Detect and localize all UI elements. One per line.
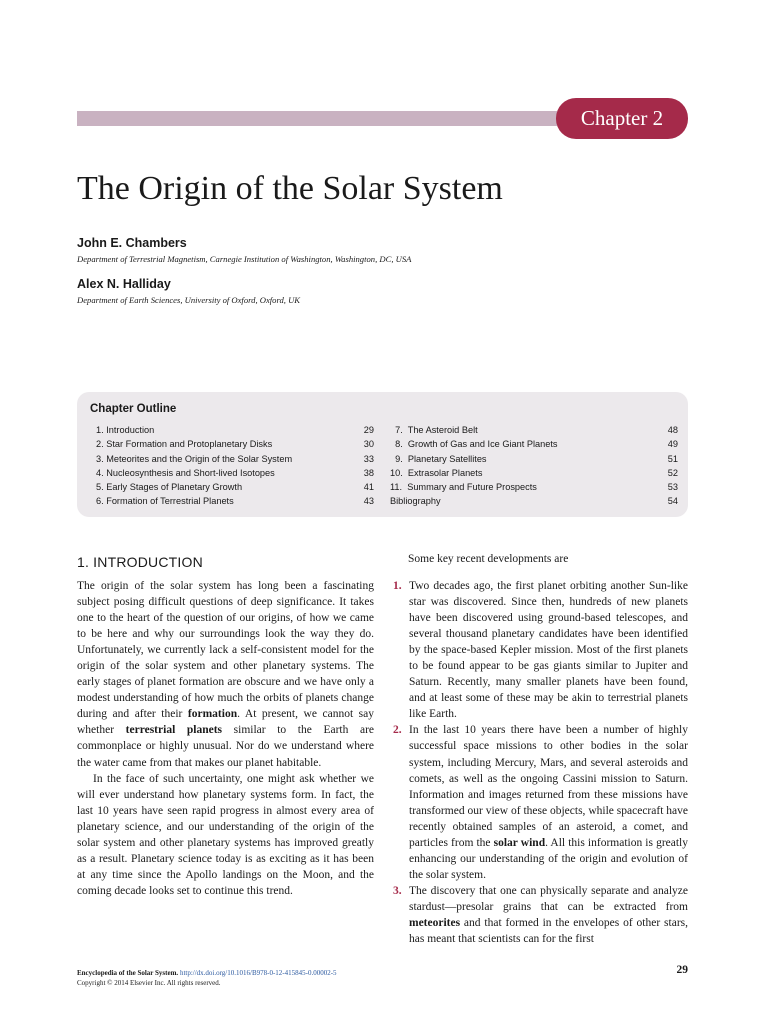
outline-item[interactable] xyxy=(390,423,678,437)
left-column xyxy=(77,578,374,899)
outline-item[interactable] xyxy=(390,452,678,466)
outline-item-label: 5. Early Stages of Planetary Growth xyxy=(96,482,243,493)
text-run: . At present, we cannot say whether xyxy=(77,708,375,737)
outline-item-page: 33 xyxy=(363,453,374,464)
outline-item-page: 52 xyxy=(667,467,678,478)
developments-intro: Some key recent developments are xyxy=(408,553,569,565)
outline-item-label: 10. Extrasolar Planets xyxy=(390,467,483,478)
list-item xyxy=(393,883,688,947)
list-item xyxy=(393,578,688,722)
paragraph: In the face of such uncertainty, one might ask whether we will ever understand how planetary systems form. In fact, the last 10 years have seen rapid progress in almost every area of planetary science, and our understanding of the origin of the solar system and other planetary systems has improved greatly as a result. Planetary science today is as exciting as it has been at any time since the Apollo landings on the Moon, and the coming decade looks set to continue this trend. xyxy=(77,772,374,897)
outline-item[interactable] xyxy=(96,437,374,451)
outline-item[interactable] xyxy=(390,466,678,480)
source-title: Encyclopedia of the Solar System. xyxy=(77,969,179,977)
outline-item-label: 3. Meteorites and the Origin of the Solar System xyxy=(96,453,293,464)
outline-item-page: 54 xyxy=(667,496,678,507)
outline-item[interactable] xyxy=(96,423,374,437)
list-number: 2. xyxy=(393,724,402,737)
chapter-label: Chapter 2 xyxy=(556,98,688,139)
footer xyxy=(77,968,337,988)
list-number: 1. xyxy=(393,580,402,592)
glossary-term[interactable]: solar wind xyxy=(493,836,546,849)
outline-item-page: 53 xyxy=(667,482,678,493)
author-name: Alex N. Halliday xyxy=(77,277,171,291)
list-number: 3. xyxy=(393,884,402,897)
doi-link[interactable]: http://dx.doi.org/10.1016/B978-0-12-415845-0.00002-5 xyxy=(179,969,337,977)
page-number: 29 xyxy=(676,964,688,976)
text-run: similar to the Earth are commonplace or highly unusual. Nor do we understand where the water came from that makes our planet habitable. xyxy=(77,724,374,769)
author-affiliation: Department of Terrestrial Magnetism, Carnegie Institution of Washington, Washington, DC, USA xyxy=(77,254,412,264)
outline-item[interactable] xyxy=(390,494,678,508)
outline-item-label: 11. Summary and Future Prospects xyxy=(390,482,537,493)
outline-item-page: 48 xyxy=(667,425,678,435)
outline-item-label: 9. Planetary Satellites xyxy=(390,453,487,464)
text-run: . All this information is greatly enhancing our understanding of the origin and evolution of the solar system. xyxy=(409,836,688,881)
right-column xyxy=(393,578,688,947)
chapter-bar xyxy=(77,111,557,126)
outline-item[interactable] xyxy=(96,466,374,480)
copyright: Copyright © 2014 Elsevier Inc. All rights reserved. xyxy=(77,979,221,987)
outline-column-right xyxy=(390,423,678,509)
text-run: In the last 10 years there have been a number of highly successful space missions to other bodies in the solar system, including Mercury, Mars, and several asteroids and comets, as well as the ongoing Cassini mission to Saturn. Information and images returned from these missions have transformed our view of these objects, while spacecraft have recently obtained samples of an asteroid, a comet, and particles from the xyxy=(409,724,688,849)
outline-item-label: 4. Nucleosynthesis and Short-lived Isotopes xyxy=(96,467,275,478)
paragraph xyxy=(77,578,374,771)
author-name: John E. Chambers xyxy=(77,236,187,250)
outline-item[interactable] xyxy=(96,452,374,466)
glossary-term[interactable]: terrestrial planets xyxy=(125,724,223,737)
outline-item-label: 2. Star Formation and Protoplanetary Disks xyxy=(96,439,273,450)
page-title: The Origin of the Solar System xyxy=(77,170,503,207)
glossary-term[interactable]: formation xyxy=(187,708,238,721)
glossary-term[interactable]: meteorites xyxy=(409,916,461,929)
outline-item-label: 7. The Asteroid Belt xyxy=(390,425,478,435)
text-run: The origin of the solar system has long been a fascinating subject posing difficult questions of deep significance. It takes one to the heart of the question of our origins, of how we came to be here and why our surroundings look the way they do. Unfortunately, we currently lack a self-consistent model for the origin of the solar system and other planetary systems. The early stages of planet formation are obscure and we have only a modest understanding of how much the orbits of planets change during and after their xyxy=(77,580,374,721)
outline-item-page: 29 xyxy=(363,425,374,435)
outline-item[interactable] xyxy=(390,437,678,451)
outline-item[interactable] xyxy=(390,480,678,494)
chapter-outline xyxy=(77,392,688,517)
outline-item-label: 8. Growth of Gas and Ice Giant Planets xyxy=(390,439,558,450)
section-heading: 1. INTRODUCTION xyxy=(77,554,203,570)
outline-title: Chapter Outline xyxy=(90,403,177,415)
author-affiliation: Department of Earth Sciences, University of Oxford, Oxford, UK xyxy=(77,295,301,305)
outline-item-page: 51 xyxy=(667,453,678,464)
outline-column-left xyxy=(96,423,374,509)
outline-item[interactable] xyxy=(96,494,374,508)
text-run: and that formed in the envelopes of other stars, has meant that scientists can for the first xyxy=(409,916,688,946)
outline-item[interactable] xyxy=(96,480,374,494)
text-run: Two decades ago, the first planet orbiting another Sun-like star was discovered. Since then, hundreds of new planets have been discovered using ground-based telescopes, and several thousand planetary candidates have been identified by the space-based Kepler mission. Most of the first planets to be found appear to be gas giants similar to Jupiter and Saturn. Recently, many smaller planets have been found, and at least some of these may be akin to terrestrial planets like Earth. xyxy=(409,580,688,721)
developments-list xyxy=(393,578,688,947)
outline-item-label: 1. Introduction xyxy=(96,425,155,435)
outline-item-label: Bibliography xyxy=(390,496,441,507)
list-item xyxy=(393,722,688,882)
outline-item-label: 6. Formation of Terrestrial Planets xyxy=(96,496,234,507)
outline-item-page: 43 xyxy=(363,496,374,507)
text-run: The discovery that one can physically separate and analyze stardust—presolar grains that can be extracted from xyxy=(409,884,688,913)
outline-item-page: 41 xyxy=(363,482,374,493)
outline-item-page: 38 xyxy=(363,467,374,478)
outline-item-page: 49 xyxy=(667,439,678,450)
outline-item-page: 30 xyxy=(363,439,374,450)
